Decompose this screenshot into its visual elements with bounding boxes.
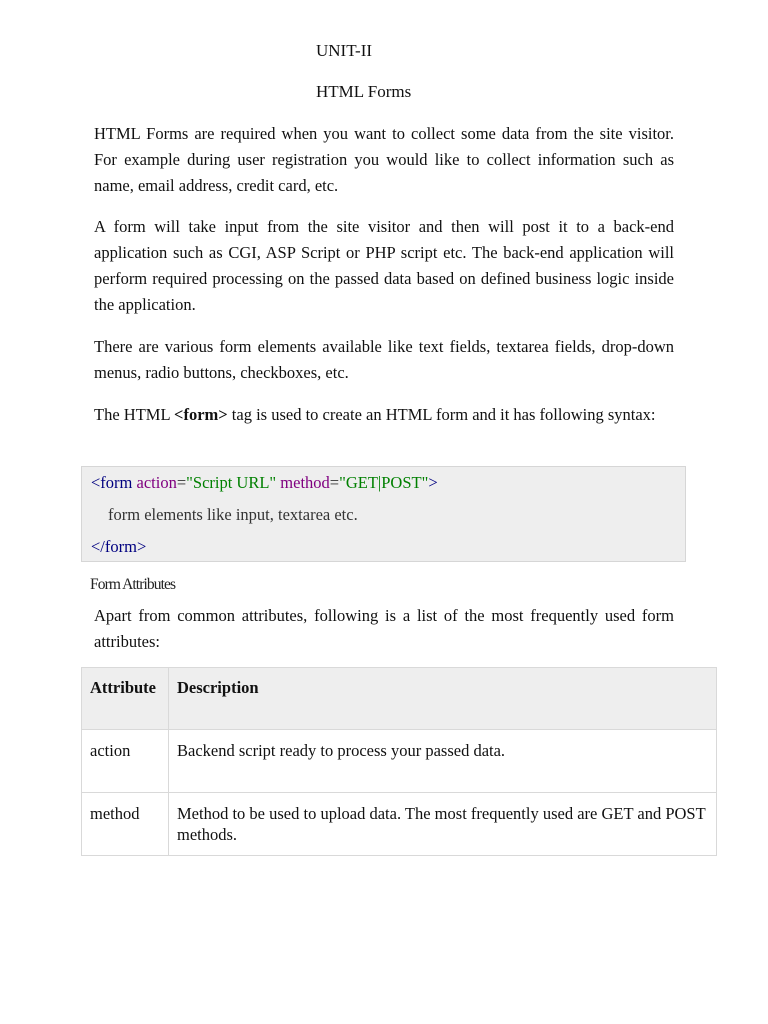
code-line-body: form elements like input, textarea etc. bbox=[108, 505, 358, 524]
table-header-row bbox=[82, 668, 717, 730]
header-description: Description bbox=[169, 668, 717, 730]
cell-description: Backend script ready to process your passed data. bbox=[169, 730, 717, 793]
code-value-action: "Script URL" bbox=[186, 473, 277, 492]
paragraph-intro: HTML Forms are required when you want to collect some data from the site visitor. For example during user registration you would like to collect information such as name, email address, credit card, etc. bbox=[94, 124, 674, 195]
header-attribute: Attribute bbox=[82, 668, 169, 730]
code-equals-2: = bbox=[329, 473, 340, 492]
paragraph-elements: There are various form elements available like text fields, textarea fields, drop-down menus, radio buttons, checkboxes, etc. bbox=[94, 337, 674, 382]
code-attr-action: action bbox=[132, 473, 177, 492]
code-open-end: > bbox=[428, 473, 438, 492]
code-attr-method: method bbox=[276, 473, 330, 492]
form-tag-inline-code: <form> bbox=[174, 405, 228, 424]
table-row bbox=[82, 730, 717, 793]
attributes-table bbox=[81, 667, 717, 856]
cell-attribute: action bbox=[82, 730, 169, 793]
code-block bbox=[81, 466, 686, 562]
form-tag-text-after: tag is used to create an HTML form and it has following syntax: bbox=[227, 405, 656, 424]
code-value-method: "GET|POST" bbox=[339, 473, 429, 492]
paragraph-attributes: Apart from common attributes, following is a list of the most frequently used form attributes: bbox=[94, 606, 674, 651]
cell-description: Method to be used to upload data. The most frequently used are GET and POST methods. bbox=[169, 793, 717, 856]
cell-attribute: method bbox=[82, 793, 169, 856]
form-tag-text-before: The HTML bbox=[94, 405, 175, 424]
page-title: HTML Forms bbox=[316, 82, 412, 101]
section-subheading: Form Attributes bbox=[90, 576, 176, 593]
paragraph-backend: A form will take input from the site visitor and then will post it to a back-end application such as CGI, ASP Script or PHP script etc. The back-end application will perform required processing on the passed data based on defined business logic inside the application. bbox=[94, 217, 674, 314]
code-open-tag: <form bbox=[91, 473, 133, 492]
code-equals-1: = bbox=[176, 473, 187, 492]
paragraph-form-tag bbox=[94, 402, 674, 428]
unit-heading: UNIT-II bbox=[316, 41, 373, 60]
code-line-close: </form> bbox=[91, 537, 147, 556]
table-row bbox=[82, 793, 717, 856]
code-line-open bbox=[91, 473, 438, 493]
